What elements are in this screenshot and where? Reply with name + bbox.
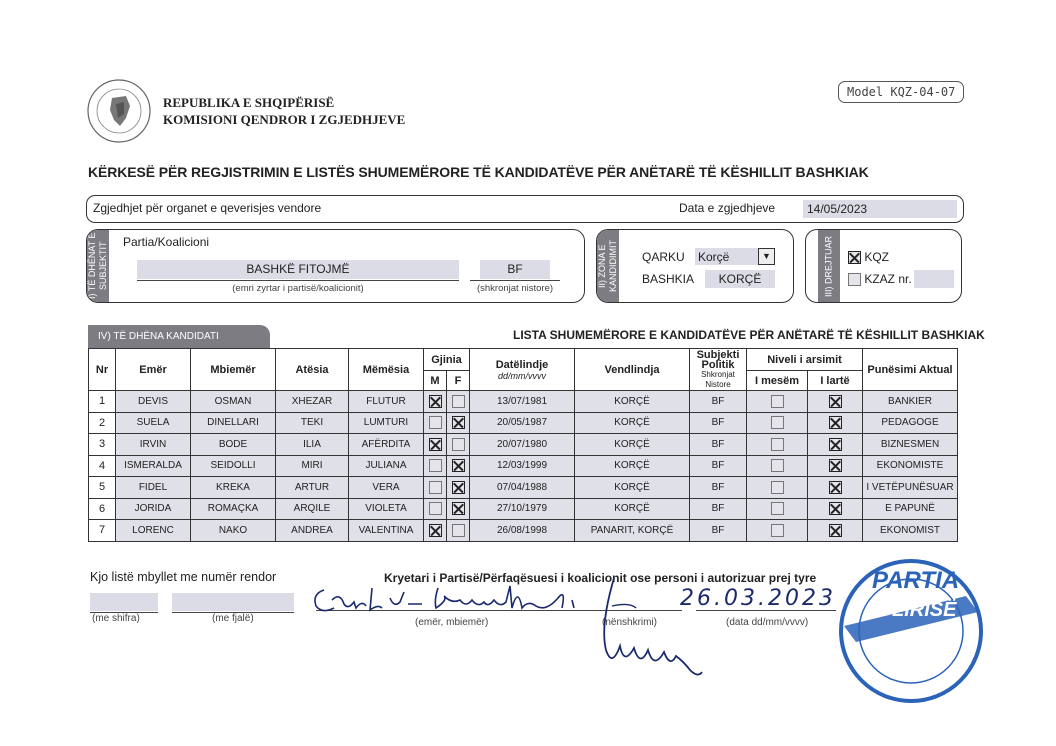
col-subjekti: Subjekti Politik Shkronjat Nistore bbox=[690, 349, 747, 391]
qarku-label: QARKU bbox=[642, 250, 685, 264]
gender-f-checkbox[interactable] bbox=[452, 438, 465, 451]
edu-mesem-checkbox[interactable] bbox=[771, 502, 784, 515]
cell-subjekti[interactable]: BF bbox=[690, 391, 747, 413]
shkronjat-label: Shkronjat Nistore bbox=[701, 369, 735, 389]
directed-section-label: III) DREJTUAR bbox=[818, 230, 840, 302]
party-name[interactable]: BASHKË FITOJMË bbox=[137, 260, 459, 279]
gender-f-checkbox[interactable] bbox=[452, 524, 465, 537]
cell-datelindje[interactable]: 20/07/1980 bbox=[470, 434, 575, 456]
table-row bbox=[89, 477, 958, 499]
cell-subjekti[interactable]: BF bbox=[690, 477, 747, 499]
gender-m-checkbox[interactable] bbox=[429, 481, 442, 494]
table-row bbox=[89, 455, 958, 477]
handwritten-name bbox=[310, 578, 600, 618]
row-number[interactable]: 7 bbox=[89, 520, 116, 542]
col-gjinia: Gjinia bbox=[424, 349, 470, 371]
cell-punesimi[interactable]: E PAPUNË bbox=[863, 498, 958, 520]
col-mbiemer: Mbiemër bbox=[191, 349, 276, 391]
cell-atesia[interactable]: ANDREA bbox=[276, 520, 349, 542]
col-mesem: I mesëm bbox=[747, 371, 808, 391]
cell-mbiemer[interactable]: ROMAÇKA bbox=[191, 498, 276, 520]
cell-subjekti[interactable]: BF bbox=[690, 520, 747, 542]
cell-emer[interactable]: FIDEL bbox=[116, 477, 191, 499]
qarku-select[interactable] bbox=[695, 248, 775, 265]
name-hint: (emër, mbiemër) bbox=[415, 617, 489, 628]
dropdown-arrow-icon[interactable]: ▼ bbox=[758, 248, 775, 265]
cell-atesia[interactable]: ARTUR bbox=[276, 477, 349, 499]
kqz-seal bbox=[86, 78, 152, 144]
gender-f-checkbox[interactable] bbox=[452, 395, 465, 408]
cell-vendlindja[interactable]: KORÇË bbox=[575, 434, 690, 456]
row-number[interactable]: 5 bbox=[89, 477, 116, 499]
edu-larte-checkbox[interactable] bbox=[829, 416, 842, 429]
cell-subjekti[interactable]: BF bbox=[690, 434, 747, 456]
edu-mesem-checkbox[interactable] bbox=[771, 524, 784, 537]
table-row bbox=[89, 498, 958, 520]
election-date[interactable]: 14/05/2023 bbox=[803, 200, 957, 218]
handwritten-date: 26.03.2023 bbox=[680, 586, 836, 611]
table-row bbox=[89, 520, 958, 542]
cell-punesimi[interactable]: BANKIER bbox=[863, 391, 958, 413]
cell-datelindje[interactable]: 13/07/1981 bbox=[470, 391, 575, 413]
edu-mesem-checkbox[interactable] bbox=[771, 416, 784, 429]
col-f: F bbox=[447, 371, 470, 391]
cell-punesimi[interactable]: BIZNESMEN bbox=[863, 434, 958, 456]
bashkia-value[interactable]: KORÇË bbox=[705, 270, 775, 288]
cell-memesia[interactable]: AFËRDITA bbox=[349, 434, 424, 456]
cell-emer[interactable]: LORENC bbox=[116, 520, 191, 542]
svg-text:LIRISË: LIRISË bbox=[892, 599, 957, 621]
cell-datelindje[interactable]: 20/05/1987 bbox=[470, 412, 575, 434]
cell-mbiemer[interactable]: OSMAN bbox=[191, 391, 276, 413]
bashkia-label: BASHKIA bbox=[642, 272, 695, 286]
kqz-checkbox[interactable] bbox=[848, 251, 861, 264]
row-number[interactable]: 4 bbox=[89, 455, 116, 477]
col-punesimi: Punësimi Aktual bbox=[863, 349, 958, 391]
cell-punesimi[interactable]: EKONOMIST bbox=[863, 520, 958, 542]
cell-emer[interactable]: ISMERALDA bbox=[116, 455, 191, 477]
subject-box bbox=[86, 229, 585, 303]
row-number[interactable]: 3 bbox=[89, 434, 116, 456]
sign-hint: (nënshkrimi) bbox=[602, 617, 658, 628]
cell-atesia[interactable]: MIRI bbox=[276, 455, 349, 477]
cell-subjekti[interactable]: BF bbox=[690, 498, 747, 520]
col-m: M bbox=[424, 371, 447, 391]
cell-memesia[interactable]: JULIANA bbox=[349, 455, 424, 477]
form-title: KËRKESË PËR REGJISTRIMIN E LISTËS SHUMEMËRORE TË KANDIDATËVE PËR ANËTARË TË KËSHILLIT BASHKIAK bbox=[88, 164, 869, 180]
chair-label: Kryetari i Partisë/Përfaqësuesi i koalicionit ose personi i autorizuar prej tyre bbox=[384, 571, 817, 585]
list-title: LISTA SHUMEMËRORE E KANDIDATËVE PËR ANËTARË TË KËSHILLIT BASHKIAK bbox=[513, 328, 985, 342]
table-row bbox=[89, 391, 958, 413]
edu-larte-checkbox[interactable] bbox=[829, 395, 842, 408]
cell-vendlindja[interactable]: KORÇË bbox=[575, 477, 690, 499]
party-hint: (emri zyrtar i partisë/koalicionit) bbox=[232, 283, 364, 294]
cell-mbiemer[interactable]: BODE bbox=[191, 434, 276, 456]
model-code: Model KQZ-04-07 bbox=[838, 81, 964, 103]
party-label: Partia/Koalicioni bbox=[123, 235, 210, 249]
cell-vendlindja[interactable]: KORÇË bbox=[575, 498, 690, 520]
col-atesia: Atësia bbox=[276, 349, 349, 391]
election-date-label: Data e zgjedhjeve bbox=[679, 201, 776, 215]
cell-datelindje[interactable]: 07/04/1988 bbox=[470, 477, 575, 499]
cell-atesia[interactable]: ILIA bbox=[276, 434, 349, 456]
cell-punesimi[interactable]: PEDAGOGE bbox=[863, 412, 958, 434]
edu-mesem-checkbox[interactable] bbox=[771, 481, 784, 494]
commission-title: KOMISIONI QENDROR I ZGJEDHJEVE bbox=[163, 112, 406, 127]
cell-datelindje[interactable]: 12/03/1999 bbox=[470, 455, 575, 477]
kzaz-checkbox[interactable] bbox=[848, 273, 861, 286]
cell-vendlindja[interactable]: KORÇË bbox=[575, 391, 690, 413]
zone-box bbox=[596, 229, 794, 303]
cell-memesia[interactable]: FLUTUR bbox=[349, 391, 424, 413]
col-datelindje: Datëlindje dd/mm/vvvv bbox=[470, 349, 575, 391]
col-larte: I lartë bbox=[808, 371, 863, 391]
subject-section-label: I) TË DHËNAT E SUBJEKTIT bbox=[87, 230, 109, 302]
row-number[interactable]: 1 bbox=[89, 391, 116, 413]
svg-text:PARTIA: PARTIA bbox=[872, 567, 960, 594]
closing-number-digits[interactable] bbox=[90, 593, 158, 611]
cell-emer[interactable]: JORIDA bbox=[116, 498, 191, 520]
republic-title: REPUBLIKA E SHQIPËRISË bbox=[163, 95, 335, 110]
abbr-hint: (shkronjat nistore) bbox=[476, 283, 554, 294]
cell-mbiemer[interactable]: KREKA bbox=[191, 477, 276, 499]
kqz-label: KQZ bbox=[864, 250, 890, 264]
edu-mesem-checkbox[interactable] bbox=[771, 459, 784, 472]
party-abbr[interactable]: BF bbox=[480, 260, 550, 279]
date-hint: (data dd/mm/vvvv) bbox=[726, 617, 809, 628]
cell-emer[interactable]: DEVIS bbox=[116, 391, 191, 413]
gender-m-checkbox[interactable] bbox=[429, 416, 442, 429]
row-number[interactable]: 6 bbox=[89, 498, 116, 520]
cell-atesia[interactable]: TEKI bbox=[276, 412, 349, 434]
gender-m-checkbox[interactable] bbox=[429, 502, 442, 515]
cell-emer[interactable]: SUELA bbox=[116, 412, 191, 434]
cell-punesimi[interactable]: EKONOMISTE bbox=[863, 455, 958, 477]
cell-vendlindja[interactable]: KORÇË bbox=[575, 412, 690, 434]
col-emer: Emër bbox=[116, 349, 191, 391]
cell-vendlindja[interactable]: KORÇË bbox=[575, 455, 690, 477]
candidates-section-tab: IV) TË DHËNA KANDIDATI bbox=[88, 325, 270, 348]
cell-vendlindja[interactable]: PANARIT, KORÇË bbox=[575, 520, 690, 542]
election-label: Zgjedhjet për organet e qeverisjes vendore bbox=[93, 201, 322, 215]
qarku-value: Korçë bbox=[698, 250, 730, 264]
cell-subjekti[interactable]: BF bbox=[690, 455, 747, 477]
me-fjale-hint: (me fjalë) bbox=[212, 613, 254, 624]
gender-f-checkbox[interactable] bbox=[452, 481, 465, 494]
gender-f-checkbox[interactable] bbox=[452, 459, 465, 472]
party-stamp bbox=[836, 556, 986, 706]
cell-memesia[interactable]: LUMTURI bbox=[349, 412, 424, 434]
edu-larte-checkbox[interactable] bbox=[829, 459, 842, 472]
signature bbox=[590, 576, 720, 682]
col-memesia: Mëmësia bbox=[349, 349, 424, 391]
cell-datelindje[interactable]: 26/08/1998 bbox=[470, 520, 575, 542]
edu-larte-checkbox[interactable] bbox=[829, 502, 842, 515]
table-row bbox=[89, 434, 958, 456]
cell-memesia[interactable]: VERA bbox=[349, 477, 424, 499]
cell-atesia[interactable]: XHEZAR bbox=[276, 391, 349, 413]
closing-number-words[interactable] bbox=[172, 593, 294, 611]
row-number[interactable]: 2 bbox=[89, 412, 116, 434]
gender-f-checkbox[interactable] bbox=[452, 502, 465, 515]
gender-f-checkbox[interactable] bbox=[452, 416, 465, 429]
candidates-table bbox=[88, 348, 958, 542]
election-box bbox=[86, 195, 964, 223]
zone-section-label: II) ZONA E KANDIDIMIT bbox=[597, 230, 619, 302]
gender-m-checkbox[interactable] bbox=[429, 395, 442, 408]
gender-m-checkbox[interactable] bbox=[429, 524, 442, 537]
col-niveli: Niveli i arsimit bbox=[747, 349, 863, 371]
directed-box bbox=[805, 229, 962, 303]
kzaz-label: KZAZ nr. bbox=[864, 272, 912, 286]
edu-mesem-checkbox[interactable] bbox=[771, 438, 784, 451]
cell-mbiemer[interactable]: DINELLARI bbox=[191, 412, 276, 434]
table-row bbox=[89, 412, 958, 434]
cell-memesia[interactable]: VIOLETA bbox=[349, 498, 424, 520]
gender-m-checkbox[interactable] bbox=[429, 438, 442, 451]
cell-emer[interactable]: IRVIN bbox=[116, 434, 191, 456]
closing-label: Kjo listë mbyllet me numër rendor bbox=[90, 570, 277, 584]
cell-punesimi[interactable]: I VETËPUNËSUAR bbox=[863, 477, 958, 499]
kzaz-number[interactable] bbox=[914, 270, 954, 288]
cell-atesia[interactable]: ARQILE bbox=[276, 498, 349, 520]
me-shifra-hint: (me shifra) bbox=[92, 613, 140, 624]
date-format: dd/mm/vvvv bbox=[497, 370, 546, 381]
edu-larte-checkbox[interactable] bbox=[829, 481, 842, 494]
cell-datelindje[interactable]: 27/10/1979 bbox=[470, 498, 575, 520]
edu-larte-checkbox[interactable] bbox=[829, 438, 842, 451]
edu-larte-checkbox[interactable] bbox=[829, 524, 842, 537]
col-vendlindja: Vendlindja bbox=[575, 349, 690, 391]
cell-mbiemer[interactable]: NAKO bbox=[191, 520, 276, 542]
cell-subjekti[interactable]: BF bbox=[690, 412, 747, 434]
gender-m-checkbox[interactable] bbox=[429, 459, 442, 472]
col-nr: Nr bbox=[89, 349, 116, 391]
edu-mesem-checkbox[interactable] bbox=[771, 395, 784, 408]
cell-mbiemer[interactable]: SEIDOLLI bbox=[191, 455, 276, 477]
cell-memesia[interactable]: VALENTINA bbox=[349, 520, 424, 542]
